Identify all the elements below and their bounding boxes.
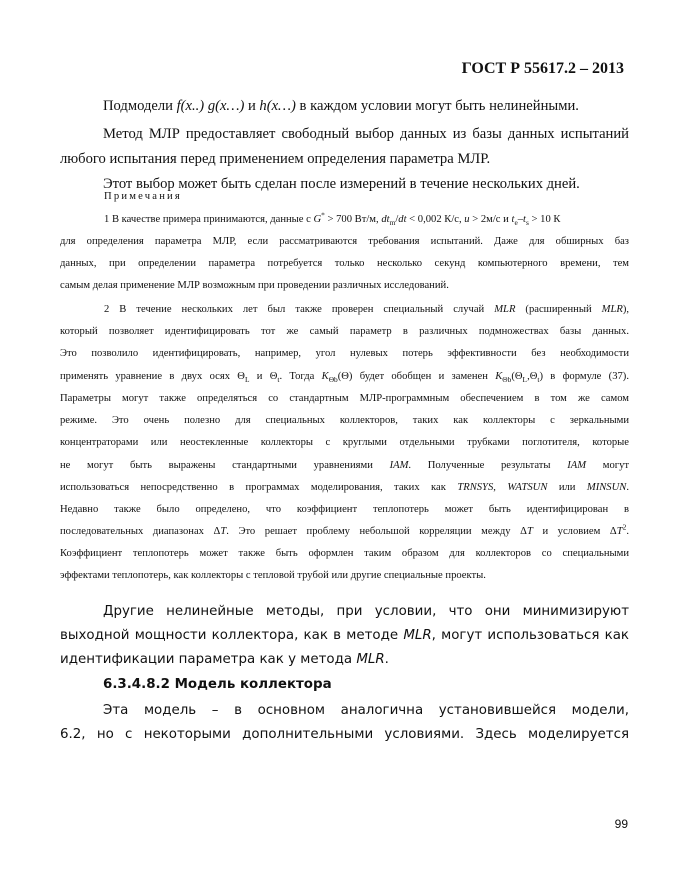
note-2-line-7: концентраторами или неостекленные коллекторы с круглыми отдельными трубками поглотителя, которые xyxy=(60,437,629,448)
note-2-line-13: эффектами теплопотерь, как коллекторы с тепловой трубой или другие специальные проекты. xyxy=(60,570,486,581)
paragraph-nonlinear-line-2: выходной мощности коллектора, как в методе MLR, могут использоваться как xyxy=(60,628,629,643)
paragraph-nonlinear-line-1: Другие нелинейные методы, при условии, что они минимизируют xyxy=(103,604,629,619)
note-2-line-8: не могут быть выражены стандартными уравнениями IAM. Полученные результаты IAM могут xyxy=(60,460,629,471)
note-1-line-2: для определения параметра МЛР, если рассматриваются требования испытаний. Даже для обширных баз xyxy=(60,236,629,247)
paragraph-selection: Этот выбор может быть сделан после измерений в течение нескольких дней. xyxy=(103,176,580,192)
note-2-line-4: применять уравнение в двух осях $\Theta_L$ и $\Theta_t$. Тогда $K_{\Theta b}(\Theta)$ будет обобщен и заменен $K_{\Theta b}(\Theta_L,\Theta_t)$ в формуле (37). xyxy=(60,371,629,385)
paragraph-mlr-line-1: Метод МЛР предоставляет свободный выбор данных из базы данных испытаний xyxy=(103,126,629,142)
section-heading: 6.3.4.8.2 Модель коллектора xyxy=(103,677,332,692)
note-2-line-11: последовательных диапазонах ΔT. Это решает проблему небольшой корреляции между ΔT и условием $\Delta T^2$. xyxy=(60,522,629,537)
note-2-line-1: 2 В течение нескольких лет был также проверен специальный случай MLR (расширенный MLR), xyxy=(104,304,629,315)
paragraph-model-line-2: 6.2, но с некоторыми дополнительными условиями. Здесь моделируется xyxy=(60,727,629,742)
note-1-line-4: самым делая применение МЛР возможным при проведении различных исследований. xyxy=(60,280,449,291)
page-number: 99 xyxy=(614,817,628,831)
paragraph-nonlinear-line-3: идентификации параметра как у метода MLR. xyxy=(60,652,389,667)
note-2-line-12: Коэффициент теплопотерь может также быть оформлен таким образом для коллекторов со специальными xyxy=(60,548,629,559)
note-2-line-3: Это позволило идентифицировать, например, угол нулевых потерь эффективности без необходимости xyxy=(60,348,629,359)
document-code-header: ГОСТ Р 55617.2 – 2013 xyxy=(461,60,624,77)
note-2-line-2: который позволяет идентифицировать тот же самый параметр в различных подмножествах базы данных. xyxy=(60,326,629,337)
note-2-line-10: Недавно также было определено, что коэффициент теплопотерь может быть идентифицирован в xyxy=(60,504,629,515)
paragraph-submodels: Подмодели f(x..) g(x…) и h(x…) в каждом условии могут быть нелинейными. xyxy=(103,98,579,114)
note-2-line-9: использоваться непосредственно в программах моделирования, таких как TRNSYS, WATSUN или MINSUN. xyxy=(60,482,629,493)
note-1-line-3: данных, при определении параметра потребуется только несколько секунд компьютерного времени, тем xyxy=(60,258,629,269)
paragraph-mlr-line-2: любого испытания перед применением определения параметра МЛР. xyxy=(60,151,491,167)
note-2-line-6: режиме. Это очень полезно для специальных коллекторов, таких как коллекторы с зеркальными xyxy=(60,415,629,426)
notes-title: Примечания xyxy=(104,191,182,202)
paragraph-model-line-1: Эта модель – в основном аналогична установившейся модели, xyxy=(103,703,629,718)
note-2-line-5: Параметры могут также определяться со стандартным МЛР-программным обеспечением в том же самом xyxy=(60,393,629,404)
note-1-line-1: 1 В качестве примера принимаются, данные с G* > 700 Вт/м, $dt_m/dt < 0,002$ К/с, u > 2м/с и $t_e-t_s > 10$ К xyxy=(104,210,561,228)
